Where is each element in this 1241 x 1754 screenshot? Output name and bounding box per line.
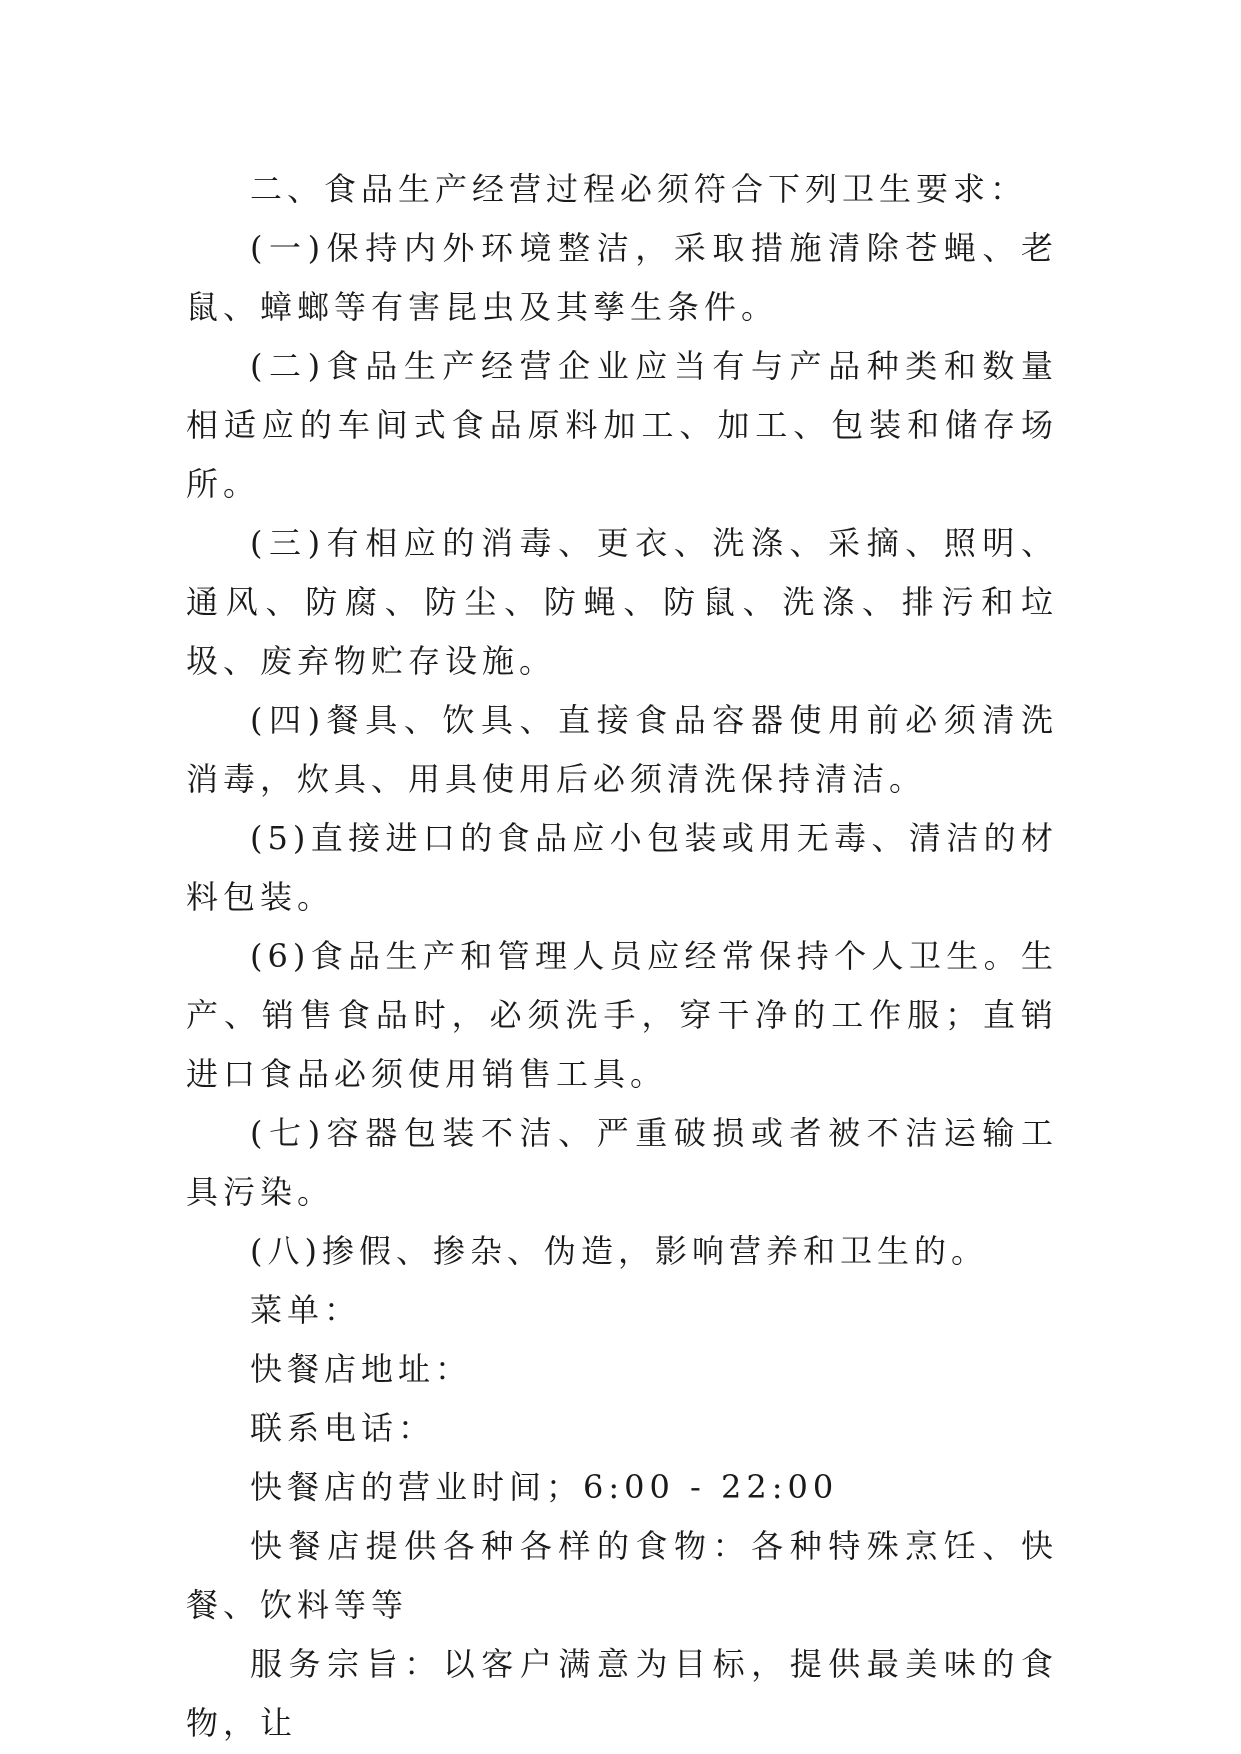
paragraph-item-7: (七)容器包装不洁、严重破损或者被不洁运输工具污染。 — [186, 1114, 1058, 1211]
address-label: 快餐店地址： — [250, 1350, 473, 1388]
paragraph-item-1: (一)保持内外环境整洁，采取措施清除苍蝇、老鼠、蟑螂等有害昆虫及其孳生条件。 — [186, 229, 1058, 326]
paragraph-item-6: (6)食品生产和管理人员应经常保持个人卫生。生产、销售食品时，必须洗手，穿干净的工作服；直销进口食品必须使用销售工具。 — [186, 937, 1058, 1093]
phone-label: 联系电话： — [250, 1409, 436, 1447]
paragraph-item-3: (三)有相应的消毒、更衣、洗涤、采摘、照明、通风、防腐、防尘、防蝇、防鼠、洗涤、排污和垃圾、废弃物贮存设施。 — [186, 524, 1058, 680]
business-hours: 快餐店的营业时间；6:00 - 22:00 — [250, 1468, 839, 1506]
document-body — [186, 160, 1058, 1753]
paragraph-item-2: (二)食品生产经营企业应当有与产品种类和数量相适应的车间式食品原料加工、加工、包装和储存场所。 — [186, 347, 1058, 503]
menu-label: 菜单： — [250, 1291, 362, 1329]
paragraph-hygiene-requirements-heading: 二、食品生产经营过程必须符合下列卫生要求： — [250, 170, 1028, 208]
paragraph-item-5: (5)直接进口的食品应小包装或用无毒、清洁的材料包装。 — [186, 819, 1058, 916]
service-mission: 服务宗旨：以客户满意为目标，提供最美味的食物，让 — [186, 1645, 1058, 1742]
food-offerings: 快餐店提供各种各样的食物：各种特殊烹饪、快餐、饮料等等 — [186, 1527, 1058, 1624]
paragraph-item-8: (八)掺假、掺杂、伪造，影响营养和卫生的。 — [250, 1232, 988, 1270]
paragraph-item-4: (四)餐具、饮具、直接食品容器使用前必须清洗消毒，炊具、用具使用后必须清洗保持清洁。 — [186, 701, 1058, 798]
